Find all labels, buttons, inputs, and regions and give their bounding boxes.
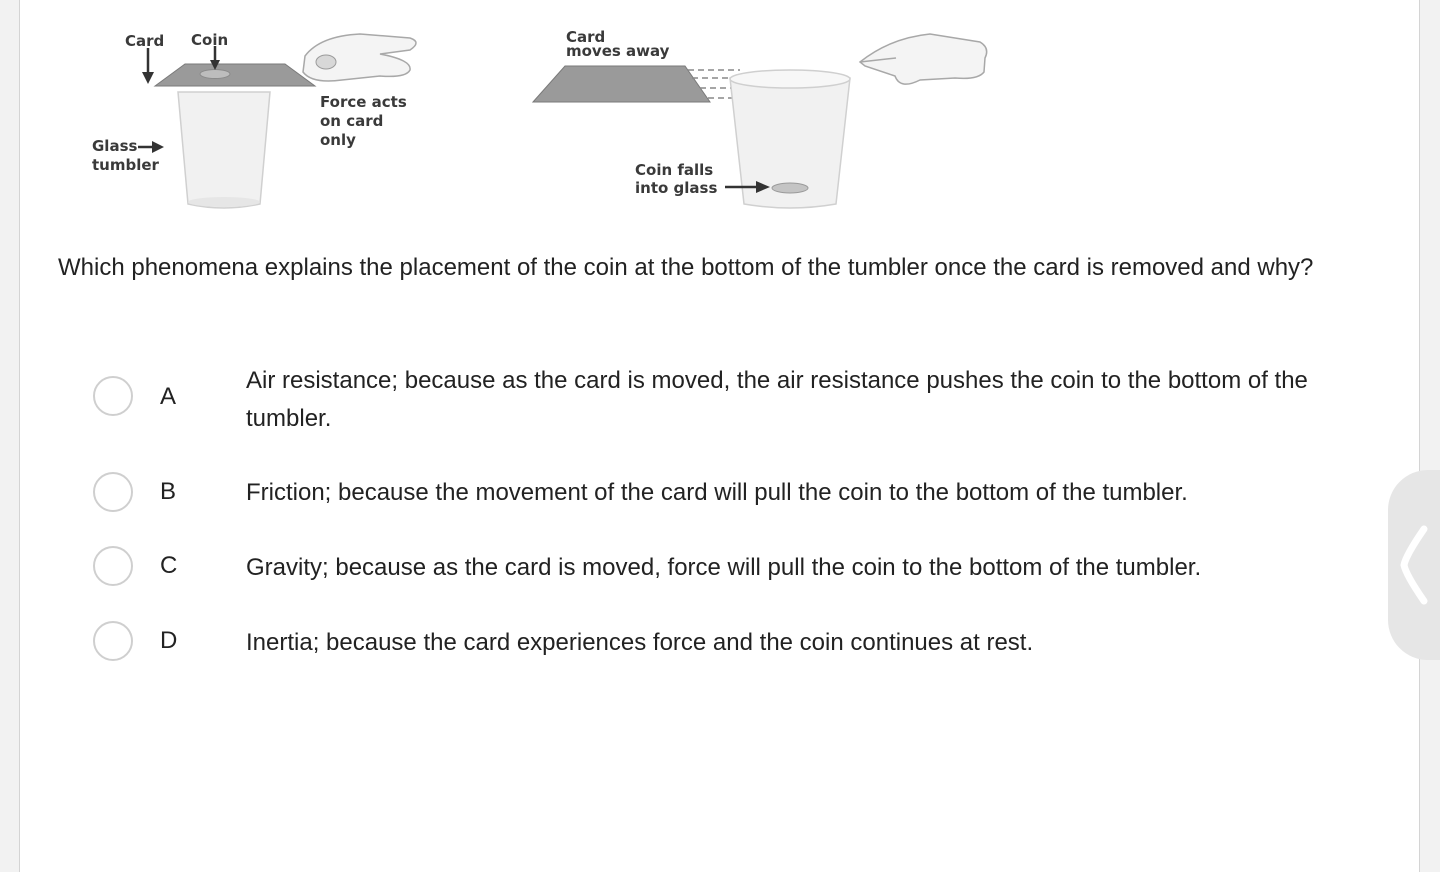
option-letter-d: D [160,627,178,654]
coin-in-glass [772,183,808,193]
option-letter-b: B [160,478,177,505]
glass-label: Glass [92,137,138,155]
glass-tumbler-left [178,92,270,208]
tumbler-label: tumbler [92,156,159,174]
radio-button-b[interactable] [93,472,133,512]
glass-rim-right [730,70,850,88]
force-label-line-3: only [320,131,356,149]
option-letter-c: C [160,552,178,579]
experiment-illustration [60,14,1020,224]
card-moves-label-line-2: moves away [566,42,670,60]
option-text-d: Inertia; because the card experiences force and the coin continues at rest. [246,629,1034,656]
card-moves-label-line-1: Card [566,28,606,46]
force-label-line-2: on card [320,112,384,130]
question-text: Which phenomena explains the placement of the coin at the bottom of the tumbler once the card is removed and why? [58,254,1314,281]
option-text-c: Gravity; because as the card is moved, force will pull the coin to the bottom of the tumbler. [246,554,1202,581]
coin-label: Coin [191,31,229,49]
radio-button-d[interactable] [93,621,133,661]
question-card [19,0,1420,872]
coin-card-experiment-diagram [60,14,1020,224]
side-panel-tab[interactable] [1388,470,1440,660]
glass-arrow-head [152,141,164,153]
card-moving-away [533,66,710,102]
coin-falls-label-line-2: into glass [635,179,718,197]
coin-on-card [200,70,230,79]
radio-button-a[interactable] [93,376,133,416]
card-label: Card [125,32,165,50]
glass-base-left [188,197,260,207]
chevron-left-icon [1400,525,1430,605]
option-text-a: Air resistance; because as the card is moved, the air resistance pushes the coin to the bottom of the tumbler. [246,367,1308,432]
card-shape [155,64,315,86]
coin-falls-label-line-1: Coin falls [635,161,714,179]
hand-flicked-right [860,34,987,84]
option-text-b: Friction; because the movement of the card will pull the coin to the bottom of the tumbler. [246,479,1188,506]
hand-flicking-left [303,34,416,81]
radio-button-c[interactable] [93,546,133,586]
option-letter-a: A [160,383,177,410]
force-label-line-1: Force acts [320,93,407,111]
card-arrow-head [142,72,154,84]
